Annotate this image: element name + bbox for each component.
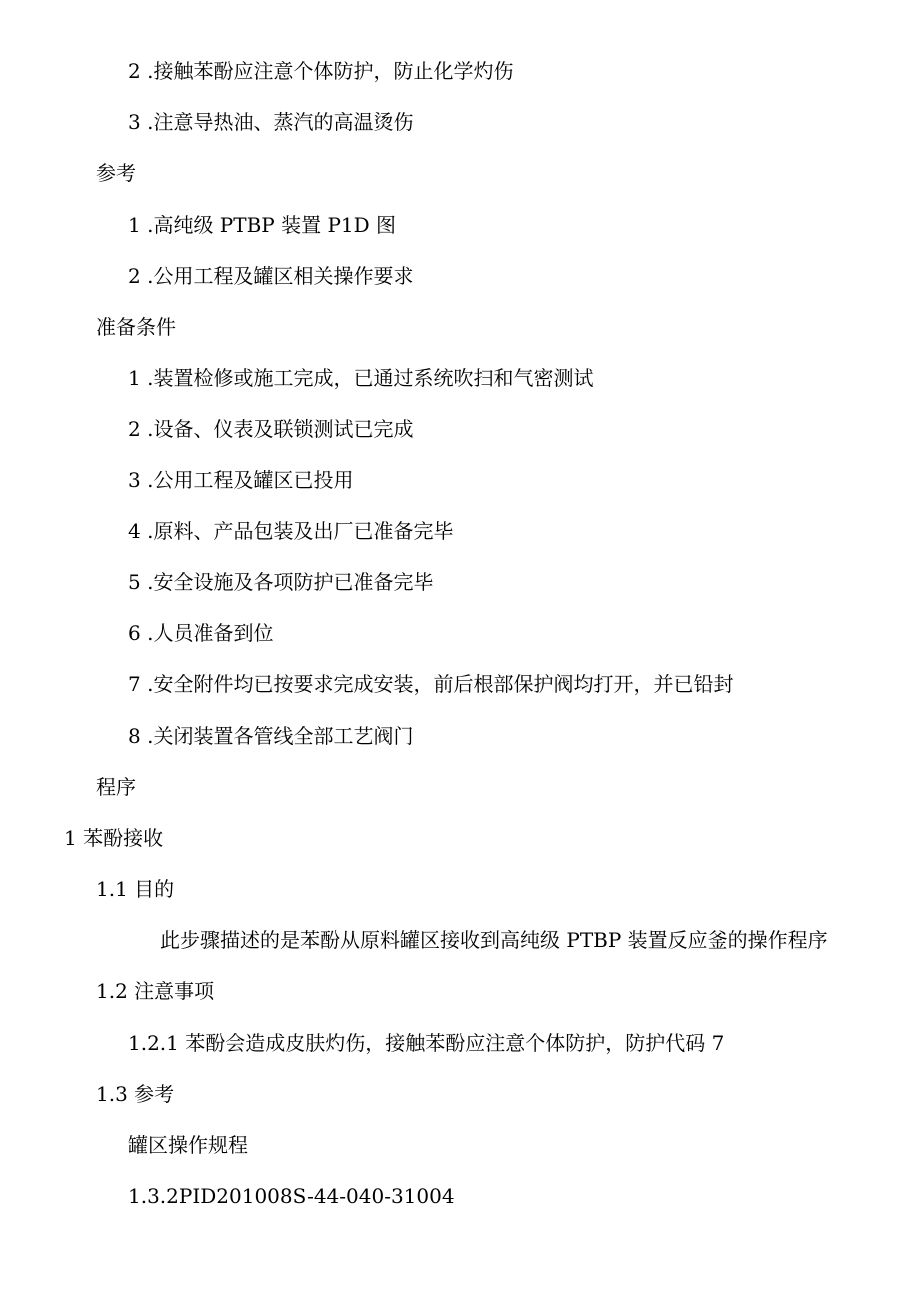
preconditions-heading: 准备条件 — [96, 315, 176, 339]
section-1-1-heading: 1.1 目的 — [96, 877, 175, 901]
precondition-item-7: 7 .安全附件均已按要求完成安装，前后根部保护阀均打开，并已铅封 — [128, 672, 734, 696]
procedure-heading: 程序 — [96, 775, 136, 799]
precondition-item-8: 8 .关闭装置各管线全部工艺阀门 — [128, 724, 414, 748]
precondition-item-1: 1 .装置检修或施工完成，已通过系统吹扫和气密测试 — [128, 366, 594, 390]
precondition-item-5: 5 .安全设施及各项防护已准备完毕 — [128, 570, 434, 594]
precondition-item-3: 3 .公用工程及罐区已投用 — [128, 468, 354, 492]
section-1-1-text: 此步骤描述的是苯酚从原料罐区接收到高纯级 PTBP 装置反应釜的操作程序 — [160, 928, 828, 952]
section-1-2-1-text: 1.2.1 苯酚会造成皮肤灼伤，接触苯酚应注意个体防护，防护代码 7 — [128, 1031, 725, 1055]
precondition-item-4: 4 .原料、产品包装及出厂已准备完毕 — [128, 519, 454, 543]
reference-item-1: 1 .高纯级 PTBP 装置 P1D 图 — [128, 213, 397, 237]
precondition-item-6: 6 .人员准备到位 — [128, 621, 274, 645]
section-1-2-heading: 1.2 注意事项 — [96, 979, 215, 1003]
section-1-3-item-a: 罐区操作规程 — [128, 1133, 248, 1157]
reference-item-2: 2 .公用工程及罐区相关操作要求 — [128, 264, 414, 288]
safety-item-3: 3 .注意导热油、蒸汽的高温烫伤 — [128, 110, 414, 134]
section-1-heading: 1 苯酚接收 — [64, 826, 164, 850]
section-1-3-2-item: 1.3.2PID201008S-44-040-31004 — [128, 1184, 455, 1208]
section-1-3-heading: 1.3 参考 — [96, 1082, 175, 1106]
safety-item-2: 2 .接触苯酚应注意个体防护，防止化学灼伤 — [128, 59, 514, 83]
references-heading: 参考 — [96, 161, 136, 185]
precondition-item-2: 2 .设备、仪表及联锁测试已完成 — [128, 417, 414, 441]
